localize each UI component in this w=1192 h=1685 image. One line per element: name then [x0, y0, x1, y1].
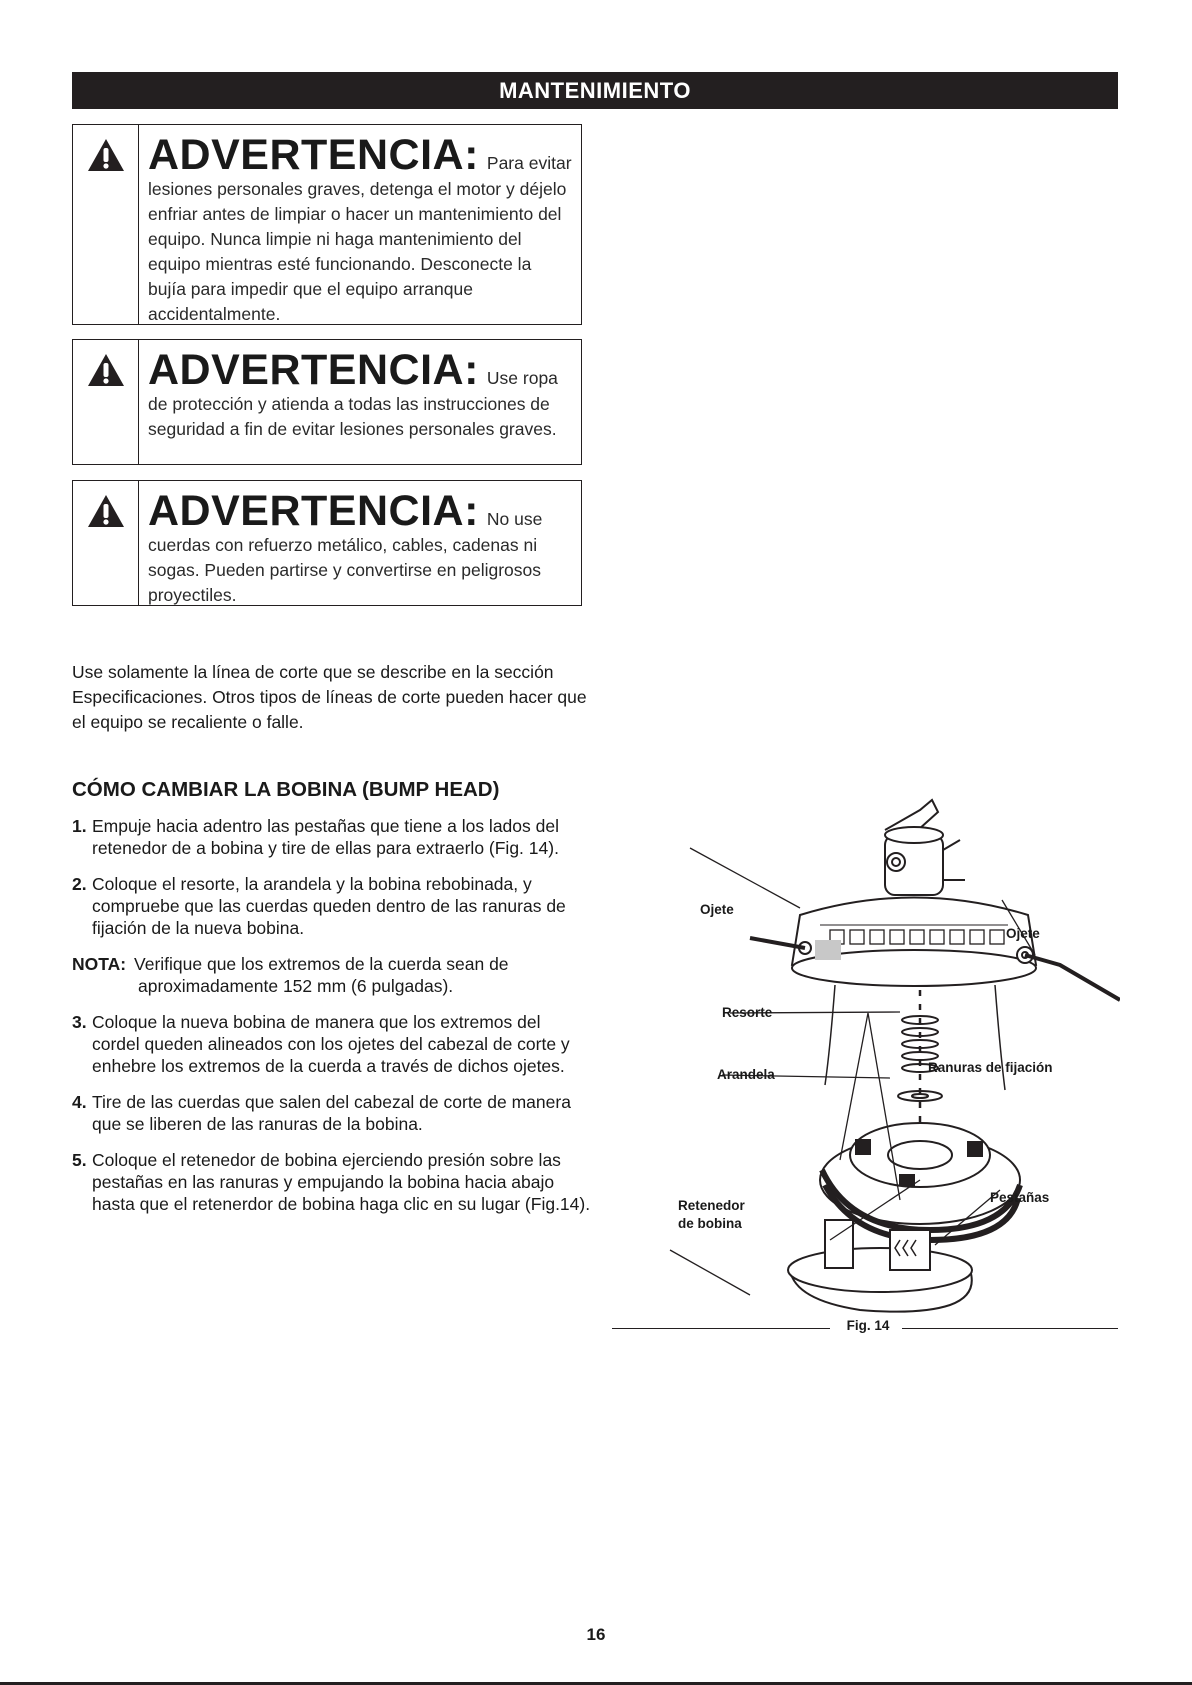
label-retenedor: Retenedor	[678, 1198, 745, 1213]
warning-icon-cell	[73, 481, 139, 605]
label-de-bobina: de bobina	[678, 1216, 742, 1231]
section-title: CÓMO CAMBIAR LA BOBINA (BUMP HEAD)	[72, 778, 500, 801]
page-number: 16	[586, 1625, 606, 1644]
warning-triangle-icon	[86, 137, 126, 173]
note-text-line1: Verifique que los extremos de la cuerda sean de	[134, 954, 509, 974]
step-text: Empuje hacia adentro las pestañas que tiene a los lados del retenedor de a bobina y tire de ellas para extraerlo (Fig. 14).	[92, 816, 559, 858]
label-ojete-right: Ojete	[1006, 926, 1040, 941]
step-number: 2.	[72, 874, 87, 894]
warning-icon-cell	[73, 125, 139, 324]
step-item	[72, 1149, 592, 1215]
warning-triangle-icon	[86, 352, 126, 388]
warning-box-2	[72, 339, 582, 465]
step-text: Tire de las cuerdas que salen del cabezal de corte de manera que se liberen de las ranuras de la bobina.	[92, 1092, 571, 1134]
warning-body: Para evitar lesiones personales graves, detenga el motor y déjelo enfriar antes de limpiar o hacer un mantenimiento del equipo. Nunca limpie ni haga mantenimiento del equipo mientras esté funcionando. Desconecte la bujía para impedir que el equipo arranque accidentalmente.	[148, 153, 572, 324]
step-text: Coloque el retenedor de bobina ejerciendo presión sobre las pestañas en las ranuras y empujando la bobina hacia abajo hasta que el retenerdor de bobina haga clic en su lugar (Fig.14).	[92, 1150, 591, 1214]
step-item	[72, 1011, 592, 1077]
label-pestanas: Pestañas	[990, 1190, 1050, 1205]
step-item	[72, 873, 592, 939]
step-number: 5.	[72, 1150, 87, 1170]
step-text: Coloque la nueva bobina de manera que los extremos del cordel queden alineados con los ojetes del cabezal de corte y enhebre los extremos de la cuerda a través de dichos ojetes.	[92, 1012, 570, 1076]
warning-heading: ADVERTENCIA:	[148, 131, 479, 179]
section-header: MANTENIMIENTO	[72, 72, 1118, 109]
warning-icon-cell	[73, 340, 139, 464]
label-ojete-left: Ojete	[700, 902, 734, 917]
warning-body: Use ropa de protección y atienda a todas las instrucciones de seguridad a fin de evitar lesiones personales graves.	[148, 368, 558, 439]
steps-list	[72, 815, 592, 1229]
label-arandela: Arandela	[717, 1067, 775, 1082]
step-text: Coloque el resorte, la arandela y la bobina rebobinada, y compruebe que las cuerdas queden dentro de las ranuras de fijación de la nueva bobina.	[92, 874, 566, 938]
step-item	[72, 1091, 592, 1135]
note-text-line2: aproximadamente 152 mm (6 pulgadas).	[138, 976, 454, 996]
note	[72, 953, 592, 997]
figure-caption-rule-left	[612, 1328, 830, 1329]
figure-caption: Fig. 14	[846, 1318, 890, 1333]
figure-caption-rule-right	[902, 1328, 1118, 1329]
warning-triangle-icon	[86, 493, 126, 529]
warning-body: No use cuerdas con refuerzo metálico, cables, cadenas ni sogas. Pueden partirse y convertirse en peligrosos proyectiles.	[148, 509, 543, 605]
warning-heading: ADVERTENCIA:	[148, 346, 479, 394]
warning-text	[139, 125, 581, 324]
warning-text	[139, 481, 581, 605]
figure-14	[600, 790, 1120, 1350]
step-number: 3.	[72, 1012, 87, 1032]
warning-box-1	[72, 124, 582, 325]
warning-text	[139, 340, 581, 464]
step-item	[72, 815, 592, 859]
intro-paragraph: Use solamente la línea de corte que se describe en la sección Especificaciones. Otros tipos de líneas de corte pueden hacer que el equipo se recaliente o falle.	[72, 662, 587, 732]
warning-box-3	[72, 480, 582, 606]
step-number: 4.	[72, 1092, 87, 1112]
label-resorte: Resorte	[722, 1005, 773, 1020]
label-ranuras-de-fijacion: Ranuras de fijación	[928, 1060, 1053, 1075]
step-number: 1.	[72, 816, 87, 836]
note-label: NOTA:	[72, 954, 127, 974]
warning-heading: ADVERTENCIA:	[148, 487, 479, 535]
